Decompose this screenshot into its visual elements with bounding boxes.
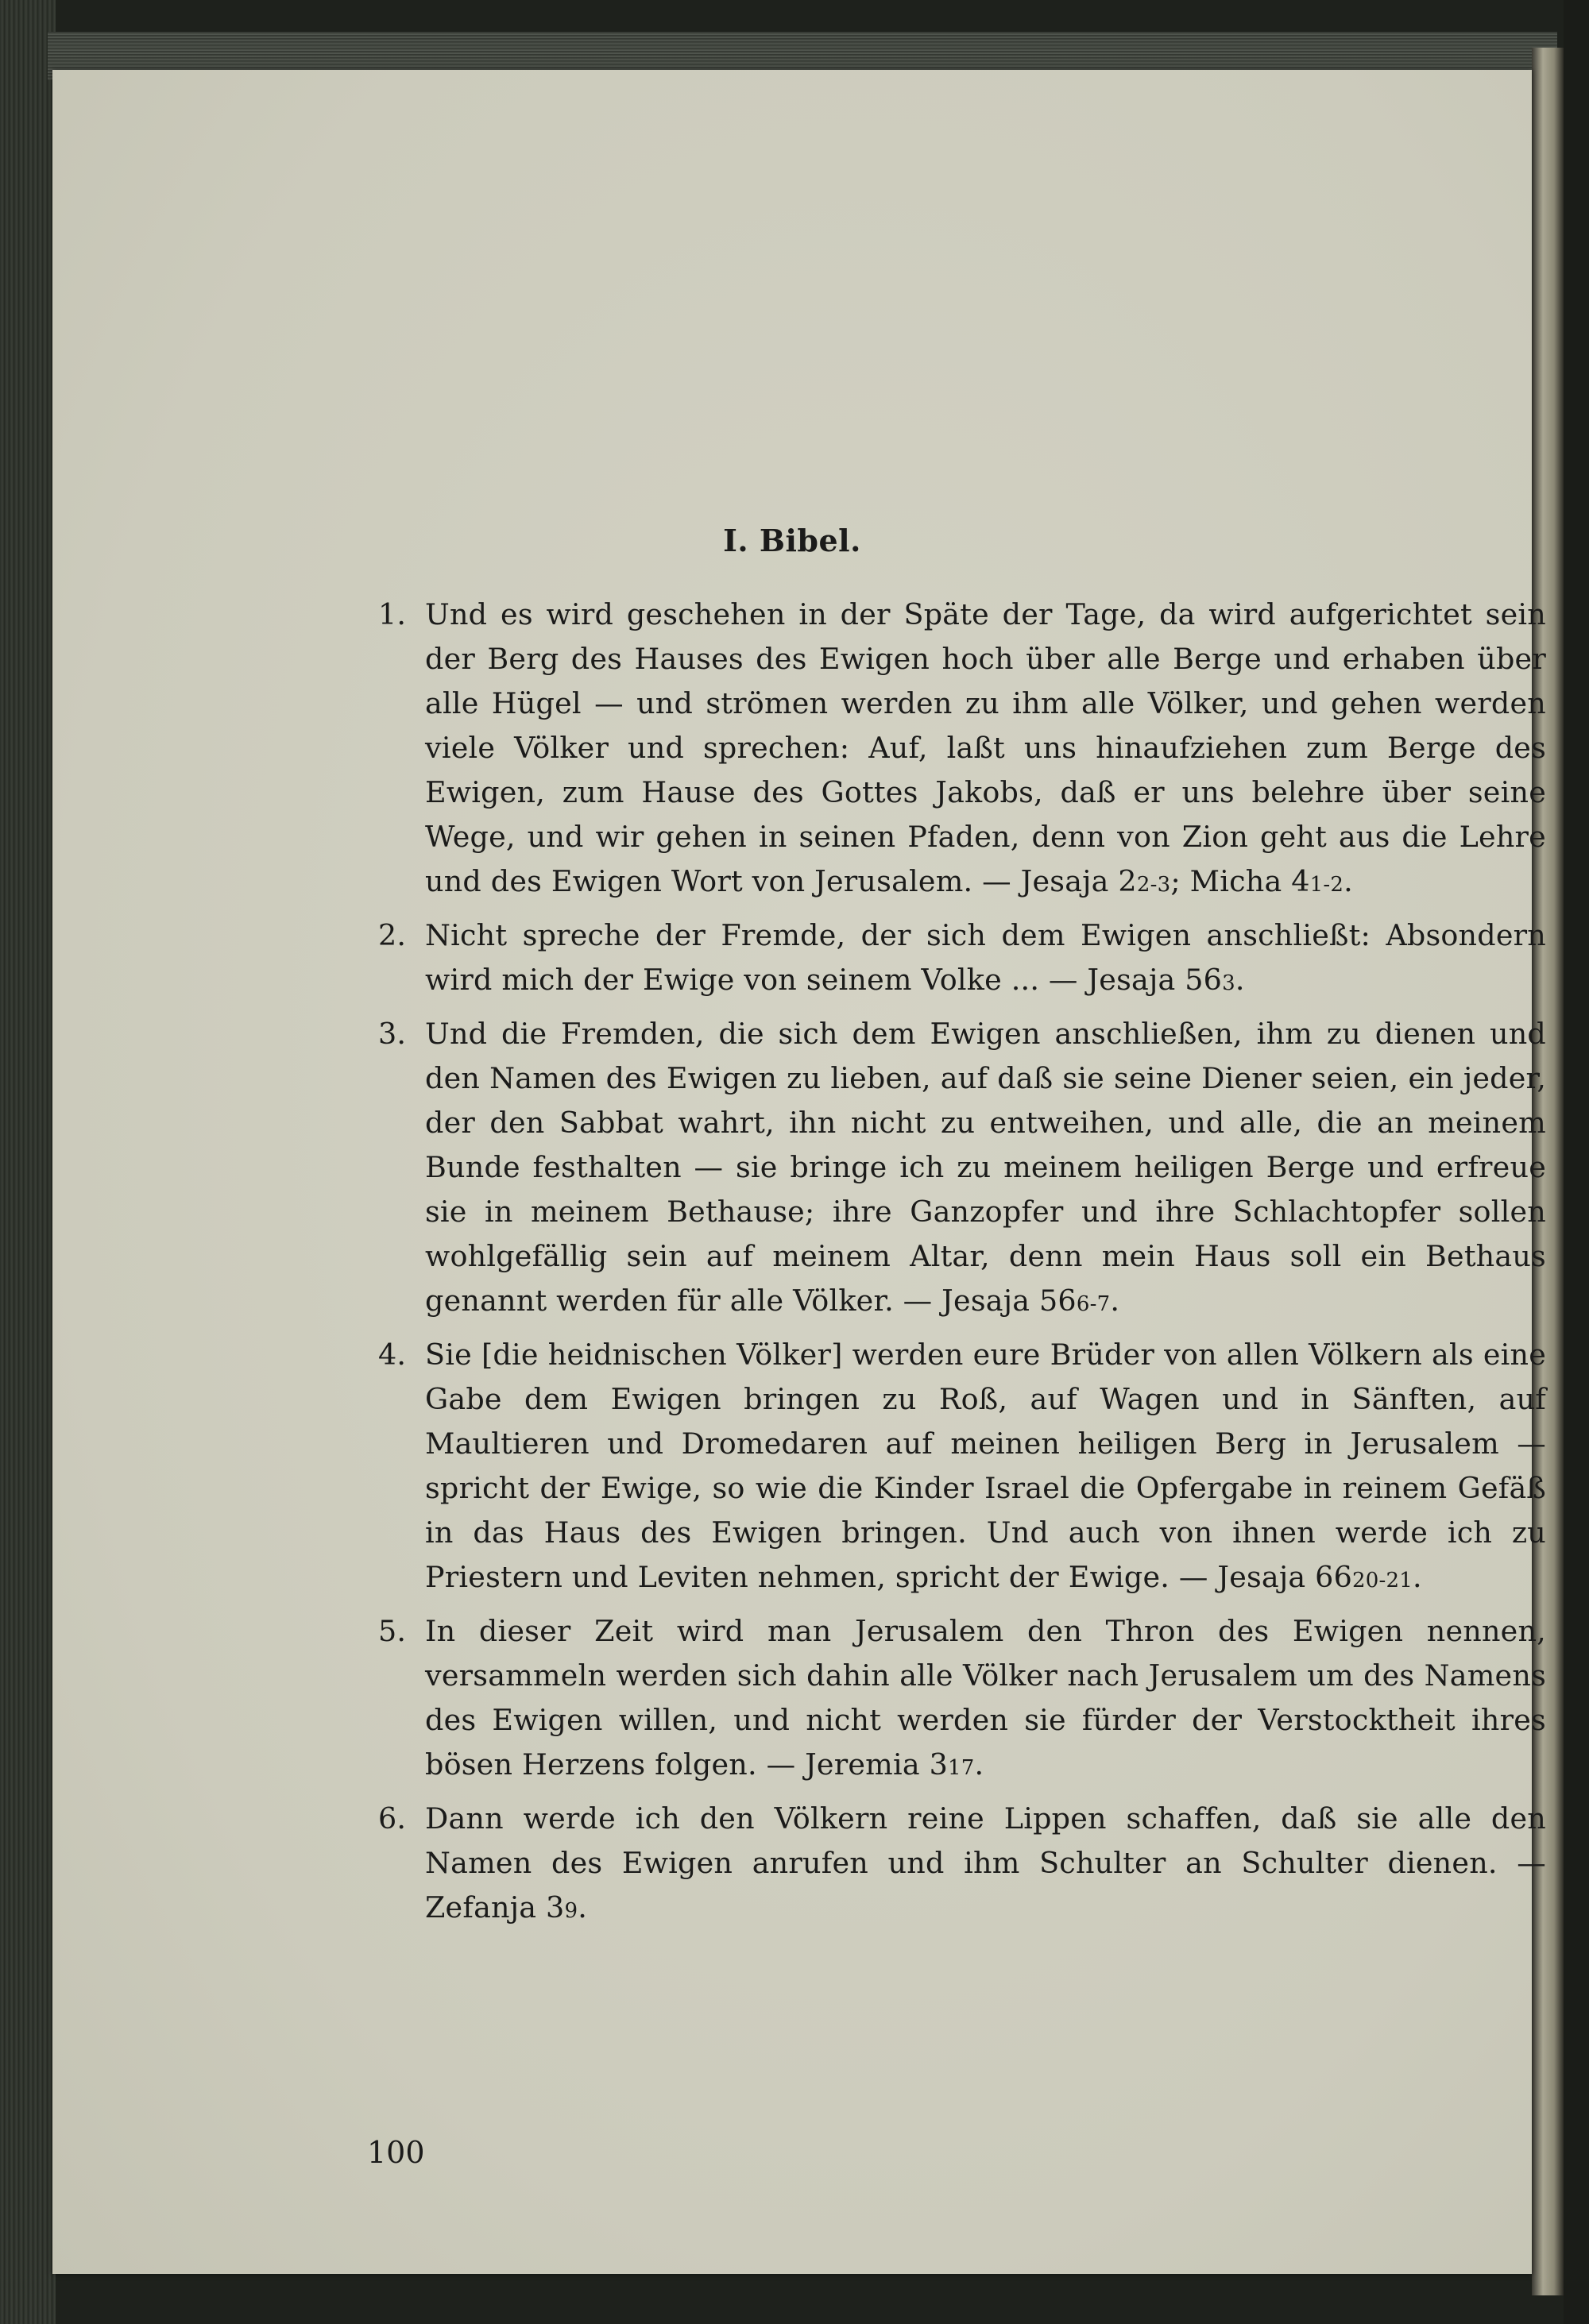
entry-number: 5.	[378, 1614, 407, 1648]
verse-ref: 3	[1222, 971, 1235, 995]
entry-number: 2.	[378, 918, 407, 952]
entry-5	[378, 1609, 1546, 1790]
entry-6	[378, 1797, 1546, 1933]
section-title: I. Bibel.	[723, 523, 861, 558]
page-number: 100	[367, 2135, 425, 2170]
entry-end: .	[1235, 963, 1245, 997]
entry-number: 6.	[378, 1801, 407, 1836]
entry-end: .	[1412, 1560, 1422, 1594]
verse-ref: 6-7	[1076, 1292, 1111, 1316]
entry-end: .	[578, 1890, 588, 1924]
entry-text: Dann werde ich den Völkern reine Lippen schaffen, daß sie alle den Namen des Ewigen anrufen und ihm Schulter an Schulter dienen. — Zefanja 3	[425, 1801, 1546, 1924]
entry-end: .	[1110, 1284, 1120, 1318]
entry-1	[378, 593, 1546, 907]
verse-ref: 2-3	[1136, 873, 1171, 897]
entry-text-suffix: ; Micha 4	[1170, 864, 1310, 898]
entry-3	[378, 1012, 1546, 1326]
book-binding-edge	[0, 0, 56, 2324]
entry-text: Nicht spreche der Fremde, der sich dem Ewigen anschließt: Absondern wird mich der Ewige von seinem Volke ... — Jesaja 56	[425, 918, 1546, 997]
verse-ref: 17	[948, 1756, 975, 1780]
entry-text: Und die Fremden, die sich dem Ewigen anschließen, ihm zu dienen und den Namen des Ewigen zu lieben, auf daß sie seine Diener seien, ein jeder, der den Sabbat wahrt, ihn nicht zu entweihen, und alle, die an meinem Bunde festhalten — sie bringe ich zu meinem heiligen Berge und erfreue sie in meinem Bethause; ihre Ganzopfer und ihre Schlachtopfer sollen wohlgefällig sein auf meinem Altar, denn mein Haus soll ein Bethaus genannt werden für alle Völker. — Jesaja 56	[425, 1017, 1546, 1318]
verse-ref: 1-2	[1309, 873, 1344, 897]
entry-text: In dieser Zeit wird man Jerusalem den Thron des Ewigen nennen, versammeln werden sich dahin alle Völker nach Jerusalem um des Namens des Ewigen willen, und nicht werden sie fürder der Verstocktheit ihres bösen Herzens folgen. — Jeremia 3	[425, 1614, 1546, 1782]
entry-4	[378, 1333, 1546, 1603]
entry-number: 3.	[378, 1017, 407, 1051]
entry-2	[378, 913, 1546, 1006]
entry-number: 1.	[378, 597, 407, 631]
entry-end: .	[1343, 864, 1353, 898]
entry-text: Sie [die heidnischen Völker] werden eure Brüder von allen Völkern als eine Gabe dem Ewigen bringen zu Roß, auf Wagen und in Sänften, auf Maultieren und Dromedaren auf meinen heiligen Berg in Jerusalem — spricht der Ewige, so wie die Kinder Israel die Opfergabe in reinem Gefäß in das Haus des Ewigen bringen. Und auch von ihnen werde ich zu Priestern und Leviten nehmen, spricht der Ewige. — Jesaja 66	[425, 1338, 1546, 1594]
entry-list	[378, 593, 1546, 1940]
entry-end: .	[974, 1747, 984, 1782]
entry-number: 4.	[378, 1338, 407, 1372]
background-right	[1564, 0, 1589, 2324]
entry-text: Und es wird geschehen in der Späte der Tage, da wird aufgerichtet sein der Berg des Hauses des Ewigen hoch über alle Berge und erhaben über alle Hügel — und strömen werden zu ihm alle Völker, und gehen werden viele Völker und sprechen: Auf, laßt uns hinaufziehen zum Berge des Ewigen, zum Hause des Gottes Jakobs, daß er uns belehre über seine Wege, und wir gehen in seinen Pfaden, denn von Zion geht aus die Lehre und des Ewigen Wort von Jerusalem. — Jesaja 2	[425, 597, 1546, 898]
verse-ref: 20-21	[1352, 1569, 1413, 1592]
verse-ref: 9	[564, 1899, 578, 1923]
book-page	[52, 70, 1546, 2274]
page-content	[52, 70, 1546, 2274]
